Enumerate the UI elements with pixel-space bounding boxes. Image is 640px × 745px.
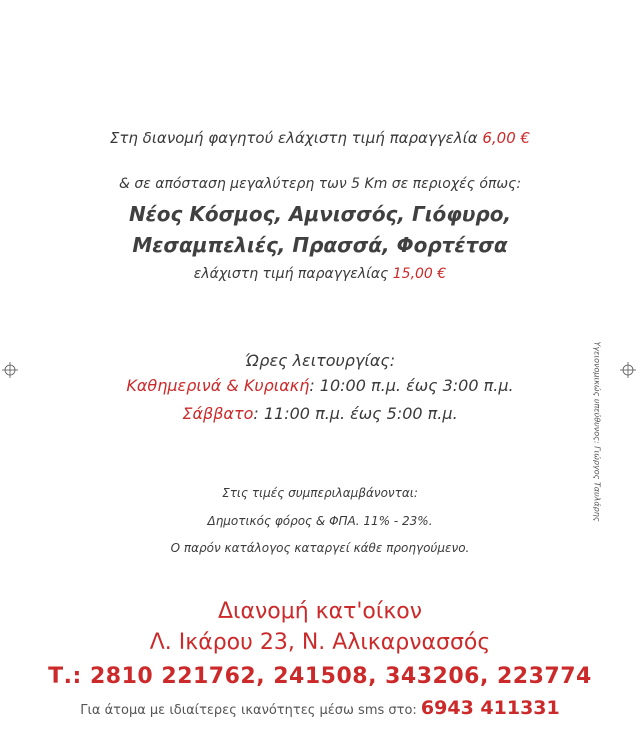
hours-title: Ώρες λειτουργίας: (244, 351, 396, 370)
health-officer-note: Υγειονομικώς υπεύθυνος: Γιώργος Ταυλάρης (592, 341, 602, 522)
included-line-1: Στις τιμές συμπεριλαμβάνονται: (222, 486, 418, 500)
weekdays-hours: : 10:00 π.μ. έως 3:00 π.μ. (309, 376, 514, 395)
included-line-3: Ο παρόν κατάλογος καταργεί κάθε προηγούμενο. (170, 541, 470, 555)
hours-weekdays (0, 376, 640, 395)
sms-number: 6943 411331 (420, 697, 560, 719)
distance-note: & σε απόσταση μεγαλύτερη των 5 Km σε περιοχές όπως: (118, 176, 522, 192)
weekdays-label: Καθημερινά & Κυριακή (126, 376, 310, 395)
delivery-sms-line (0, 697, 640, 719)
minimum-order-far-text: ελάχιστη τιμή παραγγελίας (193, 266, 393, 282)
minimum-order-price: 6,00 € (482, 129, 531, 147)
minimum-order-far-price: 15,00 € (392, 266, 447, 282)
saturday-label: Σάββατο (182, 404, 254, 423)
areas-line-2: Μεσαμπελιές, Πρασσά, Φορτέτσα (132, 233, 508, 257)
delivery-title: Διανομή κατ'οίκον (217, 599, 423, 624)
minimum-order-text: Στη διανομή φαγητού ελάχιστη τιμή παραγγελία (109, 129, 483, 147)
sms-text: Για άτομα με ιδιαίτερες ικανότητες μέσω sms στο: (80, 703, 421, 718)
registration-mark-left-icon (2, 362, 18, 378)
delivery-phones: Τ.: 2810 221762, 241508, 343206, 223774 (48, 664, 592, 689)
delivery-address: Λ. Ικάρου 23, Ν. Αλικαρνασσός (149, 630, 491, 655)
hours-saturday (0, 404, 640, 423)
saturday-hours: : 11:00 π.μ. έως 5:00 π.μ. (253, 404, 458, 423)
included-line-2: Δημοτικός φόρος & ΦΠΑ. 11% - 23%. (207, 514, 433, 528)
registration-mark-right-icon (620, 362, 636, 378)
areas-line-1: Νέος Κόσμος, Αμνισσός, Γιόφυρο, (128, 202, 512, 226)
minimum-order-far-line (0, 266, 640, 282)
minimum-order-line (0, 129, 640, 147)
